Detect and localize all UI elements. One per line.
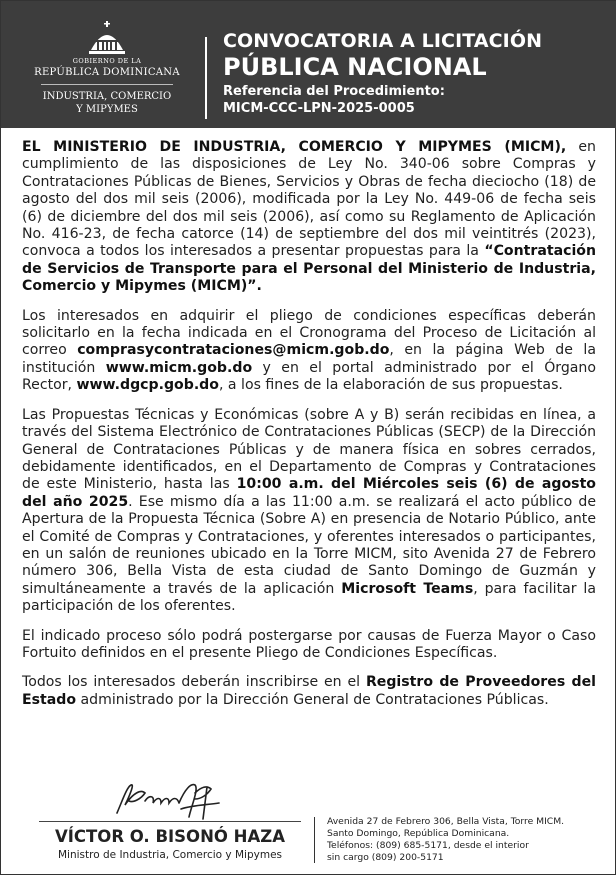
header-divider xyxy=(205,37,207,119)
submission-deadline: 10:00 a.m. del Miércoles seis (6) de agosto del año 2025 xyxy=(22,476,596,510)
announcement-title-line1: CONVOCATORIA A LICITACIÓN xyxy=(223,30,543,52)
proposals-text-2: . Ese mismo día a las 11:00 a.m. se realizará el acto público de Apertura de la Propuesta Técnica (Sobre A) en presencia de Notario Público, ante el Comité de Compras y Contrataciones, y oferentes interesados o participantes, en un salón de reuniones ubicado en la Torre MICM, sito Avenida 27 de Febrero número 306, Bella Vista de esta ciudad de Santo Domingo de Guzmán y simultáneamente a través de la aplicación xyxy=(22,493,596,597)
address-line-3: Teléfonos: (809) 685-5171, desde el interior xyxy=(327,840,529,851)
announcement-body xyxy=(22,139,596,721)
registration-text-1: Todos los interesados deberán inscribirse en el xyxy=(22,674,366,691)
paragraph-registration xyxy=(22,674,596,709)
conditions-text-2: , en la página Web de la institución xyxy=(22,342,596,376)
procurement-object: “Contratación de Servicios de Transporte para el Personal del Ministerio de Industria, Comercio y Mipymes (MICM)”. xyxy=(22,243,596,295)
logo-divider xyxy=(41,84,173,85)
signer-name: VÍCTOR O. BISONÓ HAZA xyxy=(55,827,285,846)
contact-email: comprasycontrataciones@micm.gob.do xyxy=(77,342,390,359)
proposals-text-3: , para facilitar la participación de los oferentes. xyxy=(22,580,596,615)
address-line-1: Avenida 27 de Febrero 306, Bella Vista, Torre MICM. xyxy=(327,816,565,827)
ministry-name-line1: INDUSTRIA, COMERCIO xyxy=(42,91,172,102)
reference-label: Referencia del Procedimiento: xyxy=(223,84,445,99)
paragraph-convocation xyxy=(22,139,596,296)
signature-line xyxy=(39,821,301,822)
convocation-text: en cumplimiento de las disposiciones de Ley No. 340-06 sobre Compras y Contrataciones Públicas de Bienes, Servicios y Obras de fecha dieciocho (18) de agosto del dos mil seis (2006), modificada por la Ley No. 449-06 de fecha seis (6) de diciembre del dos mil seis (2006), así como su Reglamento de Aplicación No. 416-23, de fecha catorce (14) de septiembre del dos mil veintitrés (2023), convoca a todos los interesados a presentar propuestas para la xyxy=(22,139,596,260)
footer xyxy=(1,779,616,876)
institution-website: www.micm.gob.do xyxy=(105,359,253,376)
ministry-name-bold: EL MINISTERIO DE INDUSTRIA, COMERCIO Y MIPYMES (MICM), xyxy=(22,139,567,155)
meeting-app: Microsoft Teams xyxy=(341,580,474,597)
signer-role: Ministro de Industria, Comercio y Mipymes xyxy=(58,849,282,861)
announcement-title-line2: PÚBLICA NACIONAL xyxy=(223,53,487,81)
paragraph-postponement: El indicado proceso sólo podrá postergarse por causas de Fuerza Mayor o Caso Fortuito definidos en el presente Pliego de Condiciones Específicas. xyxy=(22,627,596,661)
contact-address xyxy=(327,816,597,864)
procurement-portal: www.dgcp.gob.do xyxy=(76,377,219,394)
registration-text-2: administrado por la Dirección General de Contrataciones Públicas. xyxy=(76,691,549,708)
paragraph-conditions xyxy=(22,308,596,395)
conditions-text-4: , a los fines de la elaboración de sus propuestas. xyxy=(218,377,563,394)
address-line-4: sin cargo (809) 200-5171 xyxy=(327,852,444,863)
conditions-text-1: Los interesados en adquirir el pliego de condiciones específicas deberán solicitarlo en la fecha indicada en el Cronograma del Proceso de Licitación al correo xyxy=(22,307,596,359)
proposals-text-1: Las Propuestas Técnicas y Económicas (sobre A y B) serán recibidas en línea, a través del Sistema Electrónico de Contrataciones Públicas (SECP) de la Dirección General de Contrataciones Públicas y de manera física en sobres cerrados, debidamente identificados, en el Departamento de Compras y Contrataciones de este Ministerio, hasta las xyxy=(22,406,596,493)
handwritten-signature xyxy=(111,779,231,821)
government-label: GOBIERNO DE LA xyxy=(72,57,142,65)
paragraph-proposals xyxy=(22,407,596,616)
ministry-logo-text xyxy=(23,90,191,116)
address-line-2: Santo Domingo, República Dominicana. xyxy=(327,828,510,839)
government-emblem-icon xyxy=(87,20,127,56)
reference-code: MICM-CCC-LPN-2025-0005 xyxy=(223,101,415,116)
conditions-text-3: y en el portal administrado por el Órgano Rector, xyxy=(22,359,596,394)
footer-divider xyxy=(314,817,315,863)
ministry-name-line2: Y MIPYMES xyxy=(76,104,138,115)
republic-label: REPÚBLICA DOMINICANA xyxy=(34,67,180,78)
header-banner xyxy=(1,1,616,128)
supplier-registry: Registro de Proveedores del Estado xyxy=(22,674,596,708)
